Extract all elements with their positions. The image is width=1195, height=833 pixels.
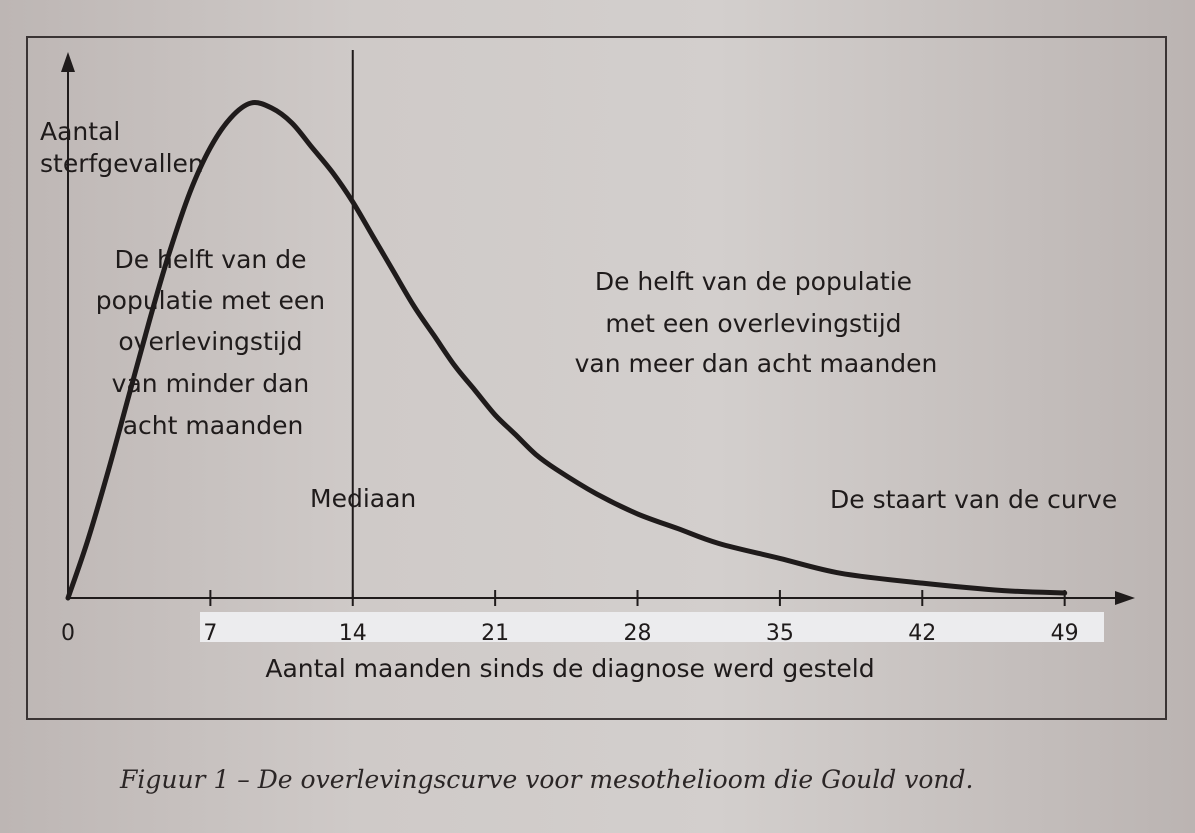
median-label: Mediaan xyxy=(310,484,417,513)
tick-label-band xyxy=(200,612,1104,642)
x-tick-label-49: 49 xyxy=(1050,621,1079,646)
x-tick-label-42: 42 xyxy=(908,621,937,646)
tail-label: De staart van de curve xyxy=(830,485,1118,514)
y-axis-label: Aantal sterfgevallen xyxy=(40,117,204,178)
left-half-note: De helft van de populatie met een overlevingstijd van minder dan acht maanden xyxy=(95,245,326,440)
y-axis-arrow xyxy=(61,52,75,72)
x-tick-label-7: 7 xyxy=(203,621,218,646)
x-tick-label-21: 21 xyxy=(481,621,510,646)
figure-caption: Figuur 1 – De overlevingscurve voor mesothelioom die Gould vond. xyxy=(120,765,974,794)
x-tick-label-14: 14 xyxy=(338,621,367,646)
x-tick-label-35: 35 xyxy=(765,621,794,646)
x-axis-label: Aantal maanden sinds de diagnose werd gesteld xyxy=(265,654,875,683)
x-tick-label-0: 0 xyxy=(61,621,75,646)
right-half-note: De helft van de populatie met een overlevingstijd van meer dan acht maanden xyxy=(574,267,938,378)
x-tick-label-28: 28 xyxy=(623,621,652,646)
x-axis-arrow xyxy=(1115,591,1135,605)
